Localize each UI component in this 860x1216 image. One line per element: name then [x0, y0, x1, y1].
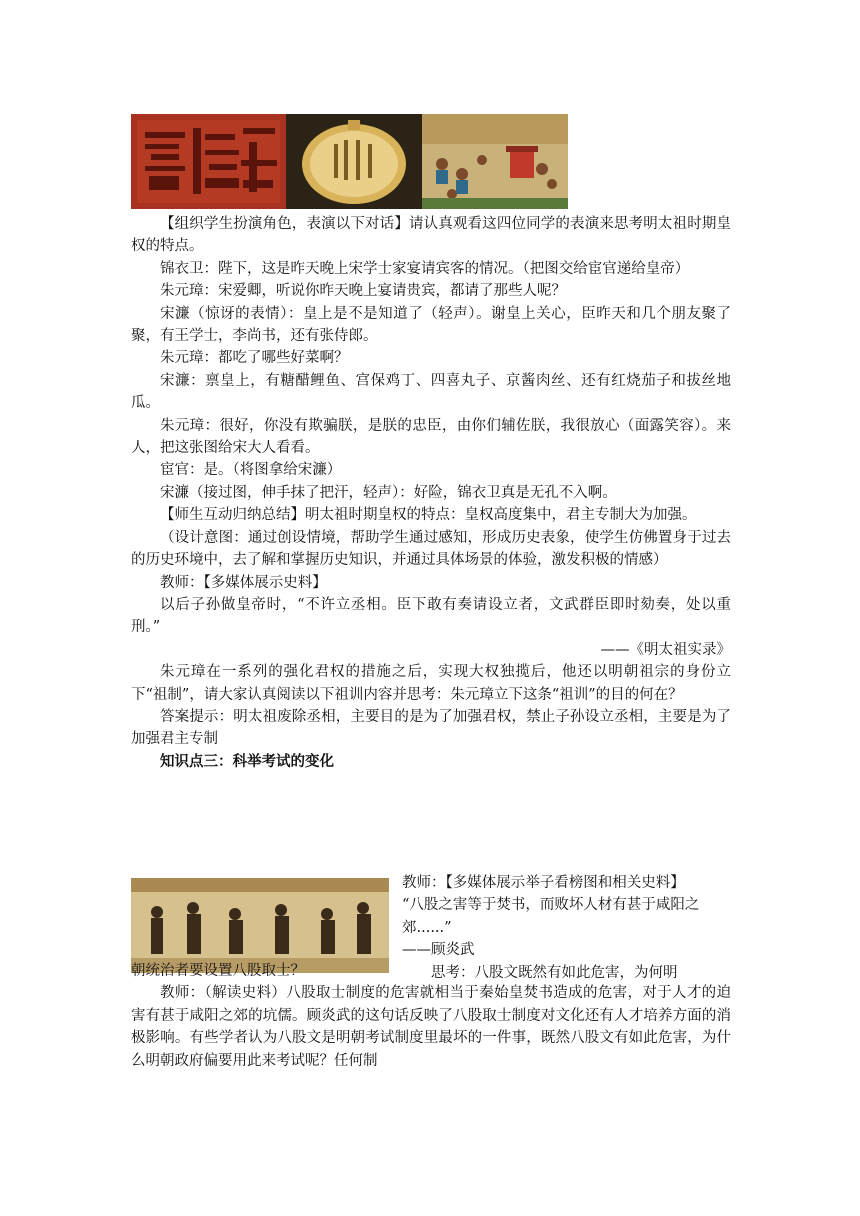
paragraph: 朝统治者要设置八股取士？: [131, 963, 305, 979]
paragraph: 教师：（解读史料）八股取士制度的危害就相当于秦始皇焚书造成的危害，对于人才的迫害有甚于咸阳之郊的坑儒。顾炎武的这句话反映了八股取士制度对文化还有人才培养方面的消极影响。有些学者认为八股文是明朝考试制度里最坏的一件事，既然八股文有如此危害，为什么明朝政府偏要用此来考试呢？任何制: [131, 985, 731, 1069]
paragraph: 朱元璋：宋爱卿，听说你昨天晚上宴请贵宾，都请了那些人呢？: [160, 283, 566, 300]
teacher-line: 教师：【多媒体展示举子看榜图和相关史料】: [402, 875, 685, 891]
paragraph: 宋濂（惊讶的表情）：皇上是不是知道了（轻声）。谢皇上关心，臣昨天和几个朋友聚了聚，有王学士，李尚书，还有张侍郎。: [131, 305, 731, 345]
paragraph: 宋濂：禀皇上，有糖醋鲤鱼、宫保鸡丁、四喜丸子、京酱肉丝、还有红烧茄子和拔丝地瓜。: [131, 372, 731, 412]
body-text: [131, 213, 731, 773]
paragraph: 宦官：是。（将图拿给宋濂）: [160, 462, 342, 479]
quote: “八股之害等于焚书，而败坏人材有甚于咸阳之郊......”: [402, 897, 700, 936]
image-row: [131, 114, 568, 209]
paragraph: 朱元璋：都吃了哪些好菜啊？: [160, 350, 349, 367]
court-painting-image: [422, 114, 568, 209]
paragraph: 教师：【多媒体展示史料】: [160, 574, 327, 591]
paragraph: 答案提示：明太祖废除丞相，主要目的是为了加强君权，禁止子孙设立丞相，主要是为了加强君主专制: [131, 708, 731, 748]
paragraph: 朱元璋：很好，你没有欺骗朕，是朕的忠臣，由你们辅佐朕，我很放心（面露笑容）。来人，把这张图给宋大人看看。: [131, 417, 731, 457]
paragraph: 锦衣卫：陛下，这是昨天晚上宋学士家宴请宾客的情况。（把图交给宦官递给皇帝）: [160, 260, 690, 277]
think-question: 思考：八股文既然有如此危害，为何明: [431, 964, 678, 981]
body-text-continued: [131, 960, 731, 1072]
quote-author: ——顾炎武: [402, 942, 475, 959]
exam-notice-image: [131, 878, 389, 973]
paragraph: 【组织学生扮演角色，表演以下对话】请认真观看这四位同学的表演来思考明太祖时期皇权的特点。: [131, 216, 731, 255]
paragraph: 宋濂（接过图，伸手抹了把汗，轻声）：好险，锦衣卫真是无孔不入啊。: [160, 484, 617, 501]
citation: ——《明太祖实录》: [600, 641, 731, 658]
paragraph: （设计意图：通过创设情境，帮助学生通过感知，形成历史表象，使学生仿佛置身于过去的历史环境中，去了解和掌握历史知识，并通过具体场景的体验，激发积极的情感）: [131, 529, 731, 569]
seal-image: [131, 114, 286, 209]
gold-badge-image: [286, 114, 422, 209]
paragraph: 朱元璋在一系列的强化君权的措施之后，实现大权独揽后，他还以明朝祖宗的身份立下“祖制”，请大家认真阅读以下祖训内容并思考：朱元璋立下这条“祖训”的目的何在？: [131, 664, 731, 703]
section-heading: 知识点三：科举考试的变化: [160, 753, 334, 770]
paragraph: 以后子孙做皇帝时，“不许立丞相。臣下敢有奏请设立者，文武群臣即时劾奏，处以重刑。”: [131, 596, 731, 636]
paragraph: 【师生互动归纳总结】明太祖时期皇权的特点：皇权高度集中，君主专制大为加强。: [160, 507, 697, 524]
